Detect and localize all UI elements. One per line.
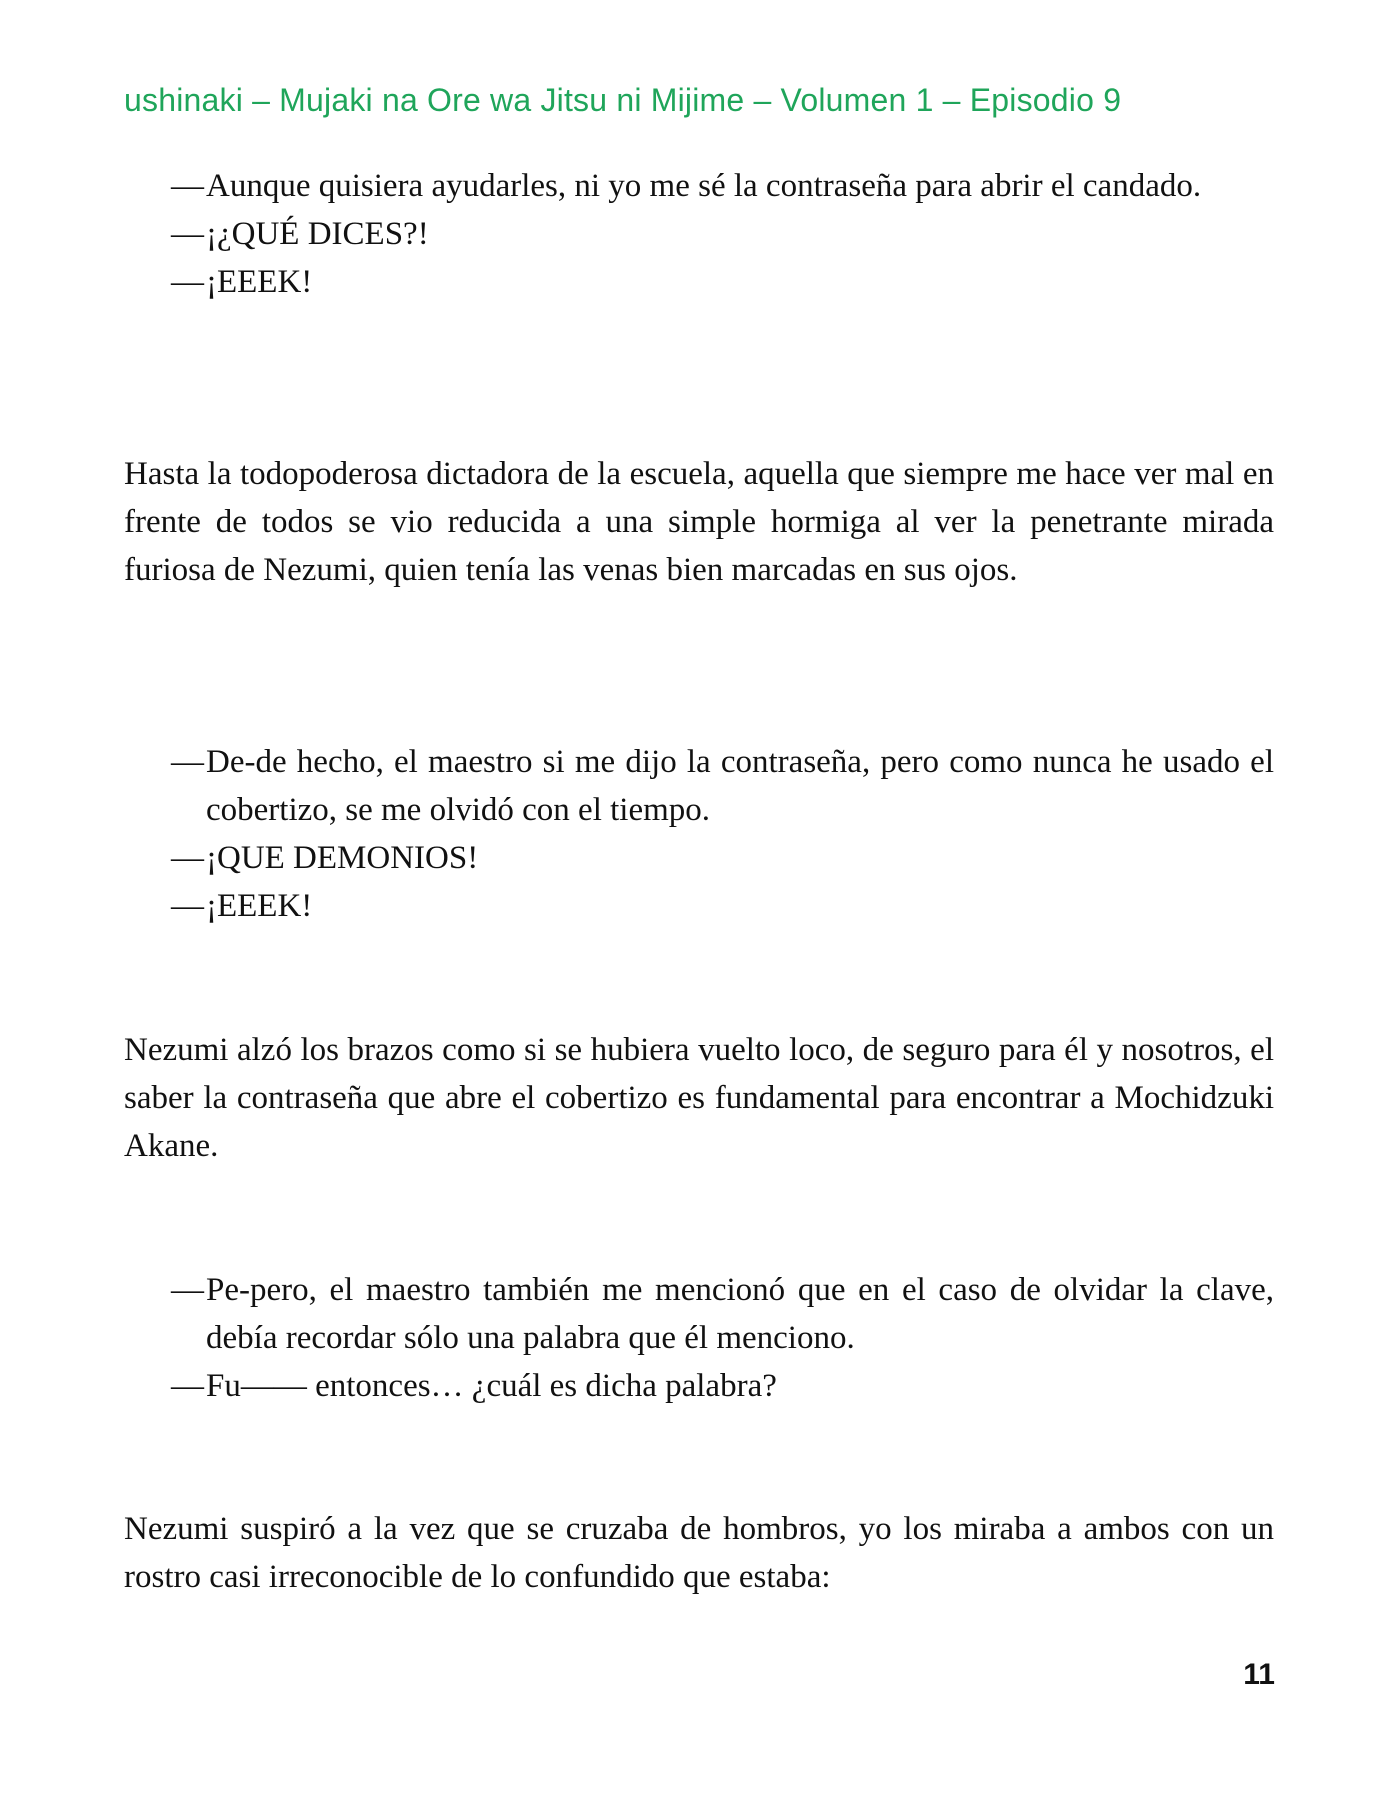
dialogue-line	[124, 258, 1274, 306]
dialogue-line	[124, 1266, 1274, 1362]
dialogue-dash: —	[171, 264, 204, 300]
dialogue-block-2	[124, 738, 1274, 930]
narration-paragraph-2: Nezumi alzó los brazos como si se hubiera vuelto loco, de seguro para él y nosotros, el saber la contraseña que abre el cobertizo es fundamental para encontrar a Mochidzuki Akane.	[124, 1032, 1274, 1164]
dialogue-line	[124, 210, 1274, 258]
dialogue-line	[124, 162, 1274, 210]
dialogue-text: Fu―― entonces… ¿cuál es dicha palabra?	[206, 1368, 777, 1404]
narration-paragraph-1: Hasta la todopoderosa dictadora de la escuela, aquella que siempre me hace ver mal en frente de todos se vio reducida a una simple hormiga al ver la penetrante mirada furiosa de Nezumi, quien tenía las venas bien marcadas en sus ojos.	[124, 456, 1274, 588]
dialogue-dash: —	[171, 216, 204, 252]
dialogue-line	[124, 738, 1274, 834]
dialogue-text: Pe-pero, el maestro también me mencionó que en el caso de olvidar la clave, debía recordar sólo una palabra que él menciono.	[206, 1272, 1274, 1356]
dialogue-dash: —	[171, 888, 204, 924]
dialogue-block-1	[124, 162, 1274, 306]
dialogue-line	[124, 834, 1274, 882]
dialogue-line	[124, 1362, 1274, 1410]
dialogue-text: Aunque quisiera ayudarles, ni yo me sé la contraseña para abrir el candado.	[206, 168, 1202, 204]
dialogue-dash: —	[171, 1272, 204, 1308]
running-header: ushinaki – Mujaki na Ore wa Jitsu ni Mijime – Volumen 1 – Episodio 9	[124, 82, 1122, 118]
dialogue-line	[124, 882, 1274, 930]
dialogue-dash: —	[171, 1368, 204, 1404]
narration-paragraph-3: Nezumi suspiró a la vez que se cruzaba de hombros, yo los miraba a ambos con un rostro casi irreconocible de lo confundido que estaba:	[124, 1511, 1274, 1595]
dialogue-text: ¡EEEK!	[206, 888, 313, 924]
dialogue-dash: —	[171, 840, 204, 876]
page-number: 11	[1243, 1658, 1275, 1691]
dialogue-text: ¡EEEK!	[206, 264, 313, 300]
dialogue-text: ¡QUE DEMONIOS!	[206, 840, 479, 876]
dialogue-dash: —	[171, 168, 204, 204]
dialogue-text: ¡¿QUÉ DICES?!	[206, 216, 429, 252]
dialogue-dash: —	[171, 744, 204, 780]
dialogue-text: De-de hecho, el maestro si me dijo la contraseña, pero como nunca he usado el cobertizo, se me olvidó con el tiempo.	[206, 744, 1274, 828]
dialogue-block-3	[124, 1266, 1274, 1410]
